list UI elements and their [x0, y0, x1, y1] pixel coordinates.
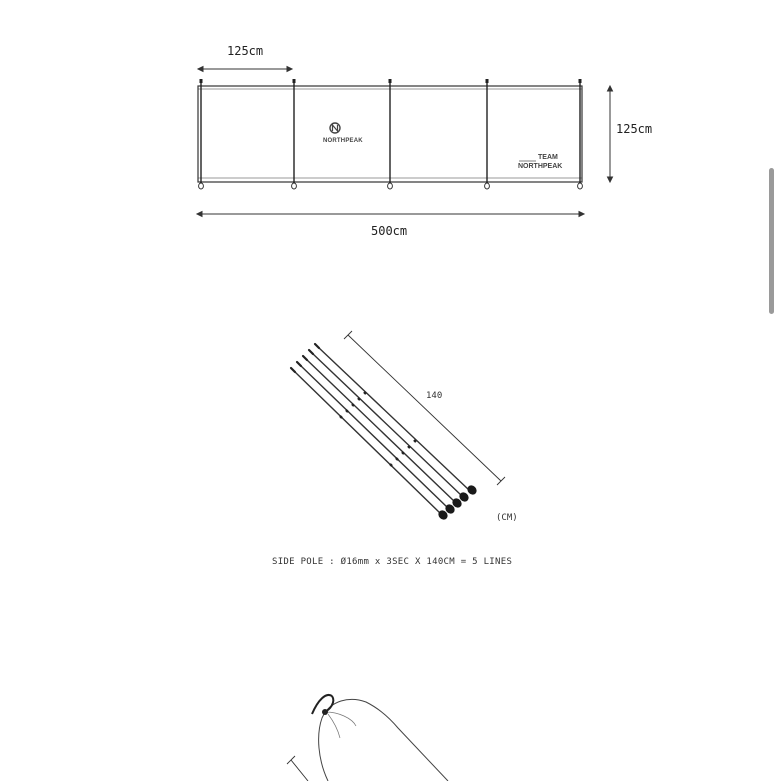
- pole-length-label: 140: [426, 391, 443, 401]
- panel-width-label: 125cm: [227, 44, 264, 58]
- drawstring-cord: [326, 712, 356, 738]
- cord-lock-icon: [322, 709, 328, 715]
- total-width-label: 500cm: [371, 224, 408, 238]
- side-pole-caption: SIDE POLE : Ø16mm x 3SEC X 140CM = 5 LINES: [272, 557, 513, 567]
- height-label: 125cm: [616, 122, 653, 136]
- logo-right-line1: TEAM: [538, 154, 558, 161]
- logo-right-line2: NORTHPEAK: [518, 163, 563, 170]
- carry-bag-outline: [319, 699, 448, 781]
- logo-center-text: NORTHPEAK: [323, 138, 363, 144]
- page-scrollbar[interactable]: [769, 168, 774, 314]
- pole-unit-label: (CM): [496, 513, 518, 523]
- bag-dimension-line: [287, 756, 308, 781]
